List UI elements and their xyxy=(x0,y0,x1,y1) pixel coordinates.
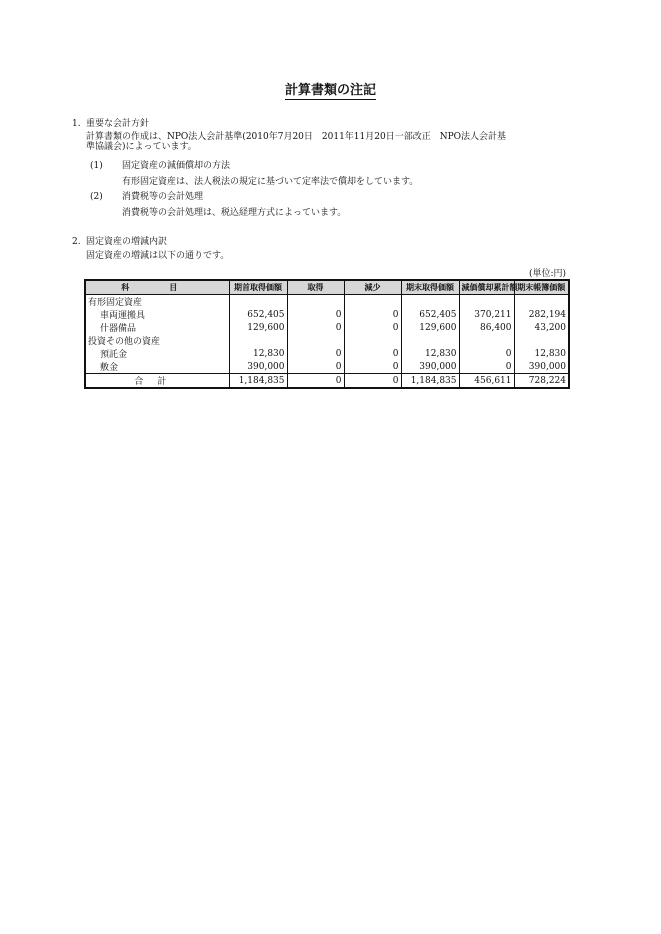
cell xyxy=(229,334,287,347)
cell: 43,200 xyxy=(514,321,569,334)
total-label: 合計 xyxy=(85,374,229,389)
total-cell: 728,224 xyxy=(514,374,569,389)
table-row xyxy=(85,321,569,334)
total-cell: 1,184,835 xyxy=(229,374,287,389)
cell: 0 xyxy=(287,360,344,374)
cell: 12,830 xyxy=(401,347,459,360)
cell xyxy=(459,295,514,309)
total-cell: 1,184,835 xyxy=(401,374,459,389)
header-closing-cost: 期末取得価額 xyxy=(401,280,459,295)
section1-number: 1. xyxy=(72,119,81,129)
cell: 0 xyxy=(287,347,344,360)
cell: 12,830 xyxy=(514,347,569,360)
header-closing-book-value: 期末帳簿価額 xyxy=(514,280,569,295)
cell xyxy=(344,295,401,309)
cell xyxy=(514,295,569,309)
section2-intro: 固定資産の増減は以下の通りです。 xyxy=(86,251,230,261)
cell: 129,600 xyxy=(401,321,459,334)
cell xyxy=(287,334,344,347)
cell: 0 xyxy=(287,321,344,334)
table-row xyxy=(85,308,569,321)
section2-number: 2. xyxy=(72,237,81,247)
cell: 0 xyxy=(344,360,401,374)
header-account: 科 目 xyxy=(85,280,229,295)
cell: 652,405 xyxy=(401,308,459,321)
header-decrease: 減少 xyxy=(344,280,401,295)
cell xyxy=(514,334,569,347)
cell: 86,400 xyxy=(459,321,514,334)
section1-item2-text: 消費税等の会計処理は、税込経理方式によっています。 xyxy=(122,208,347,218)
row-label: 投資その他の資産 xyxy=(85,334,229,347)
section1-item2-heading: 消費税等の会計処理 xyxy=(122,192,204,202)
cell xyxy=(401,295,459,309)
section1-item2-num: (2) xyxy=(90,192,103,202)
header-accumulated-depreciation: 減価償却累計額 xyxy=(459,280,514,295)
section1-body-line2: 準協議会)によっています。 xyxy=(86,142,197,152)
fixed-assets-table xyxy=(84,279,570,389)
section1-body xyxy=(86,132,586,152)
cell: 0 xyxy=(287,308,344,321)
cell: 0 xyxy=(344,347,401,360)
cell: 282,194 xyxy=(514,308,569,321)
section1-item1-heading: 固定資産の減価償却の方法 xyxy=(122,161,231,171)
title-text: 計算書類の注記 xyxy=(284,83,376,98)
total-cell: 456,611 xyxy=(459,374,514,389)
cell: 390,000 xyxy=(229,360,287,374)
cell: 0 xyxy=(344,308,401,321)
row-label: 敷金 xyxy=(85,360,229,374)
section1-body-line1: 計算書類の作成は、NPO法人会計基準(2010年7月20日 2011年11月20日一部改正 NPO法人会計基 xyxy=(86,132,507,142)
section1-item1-num: (1) xyxy=(90,161,103,171)
cell xyxy=(229,295,287,309)
row-label: 什器備品 xyxy=(85,321,229,334)
document-title xyxy=(0,79,661,98)
table-row xyxy=(85,360,569,374)
cell: 0 xyxy=(459,360,514,374)
total-cell: 0 xyxy=(287,374,344,389)
section2-title: 固定資産の増減内訳 xyxy=(86,237,168,247)
cell xyxy=(344,334,401,347)
unit-label: (単位:円) xyxy=(528,269,566,279)
cell: 390,000 xyxy=(401,360,459,374)
table-row xyxy=(85,347,569,360)
cell: 12,830 xyxy=(229,347,287,360)
section2-heading xyxy=(72,237,167,248)
header-opening-cost: 期首取得価額 xyxy=(229,280,287,295)
cell: 129,600 xyxy=(229,321,287,334)
cell xyxy=(459,334,514,347)
cell xyxy=(287,295,344,309)
section1-title: 重要な会計方針 xyxy=(86,119,150,129)
table-row xyxy=(85,334,569,347)
cell: 370,211 xyxy=(459,308,514,321)
cell: 390,000 xyxy=(514,360,569,374)
cell: 0 xyxy=(344,321,401,334)
section1-heading xyxy=(72,119,149,130)
section1-item1-text: 有形固定資産は、法人税法の規定に基づいて定率法で償却をしています。 xyxy=(122,177,419,187)
cell xyxy=(401,334,459,347)
total-cell: 0 xyxy=(344,374,401,389)
table-row xyxy=(85,295,569,309)
row-label: 有形固定資産 xyxy=(85,295,229,309)
cell: 0 xyxy=(459,347,514,360)
row-label: 預託金 xyxy=(85,347,229,360)
table-header-row xyxy=(85,280,569,295)
header-acquisition: 取得 xyxy=(287,280,344,295)
table-total-row xyxy=(85,374,569,389)
cell: 652,405 xyxy=(229,308,287,321)
row-label: 車両運搬具 xyxy=(85,308,229,321)
